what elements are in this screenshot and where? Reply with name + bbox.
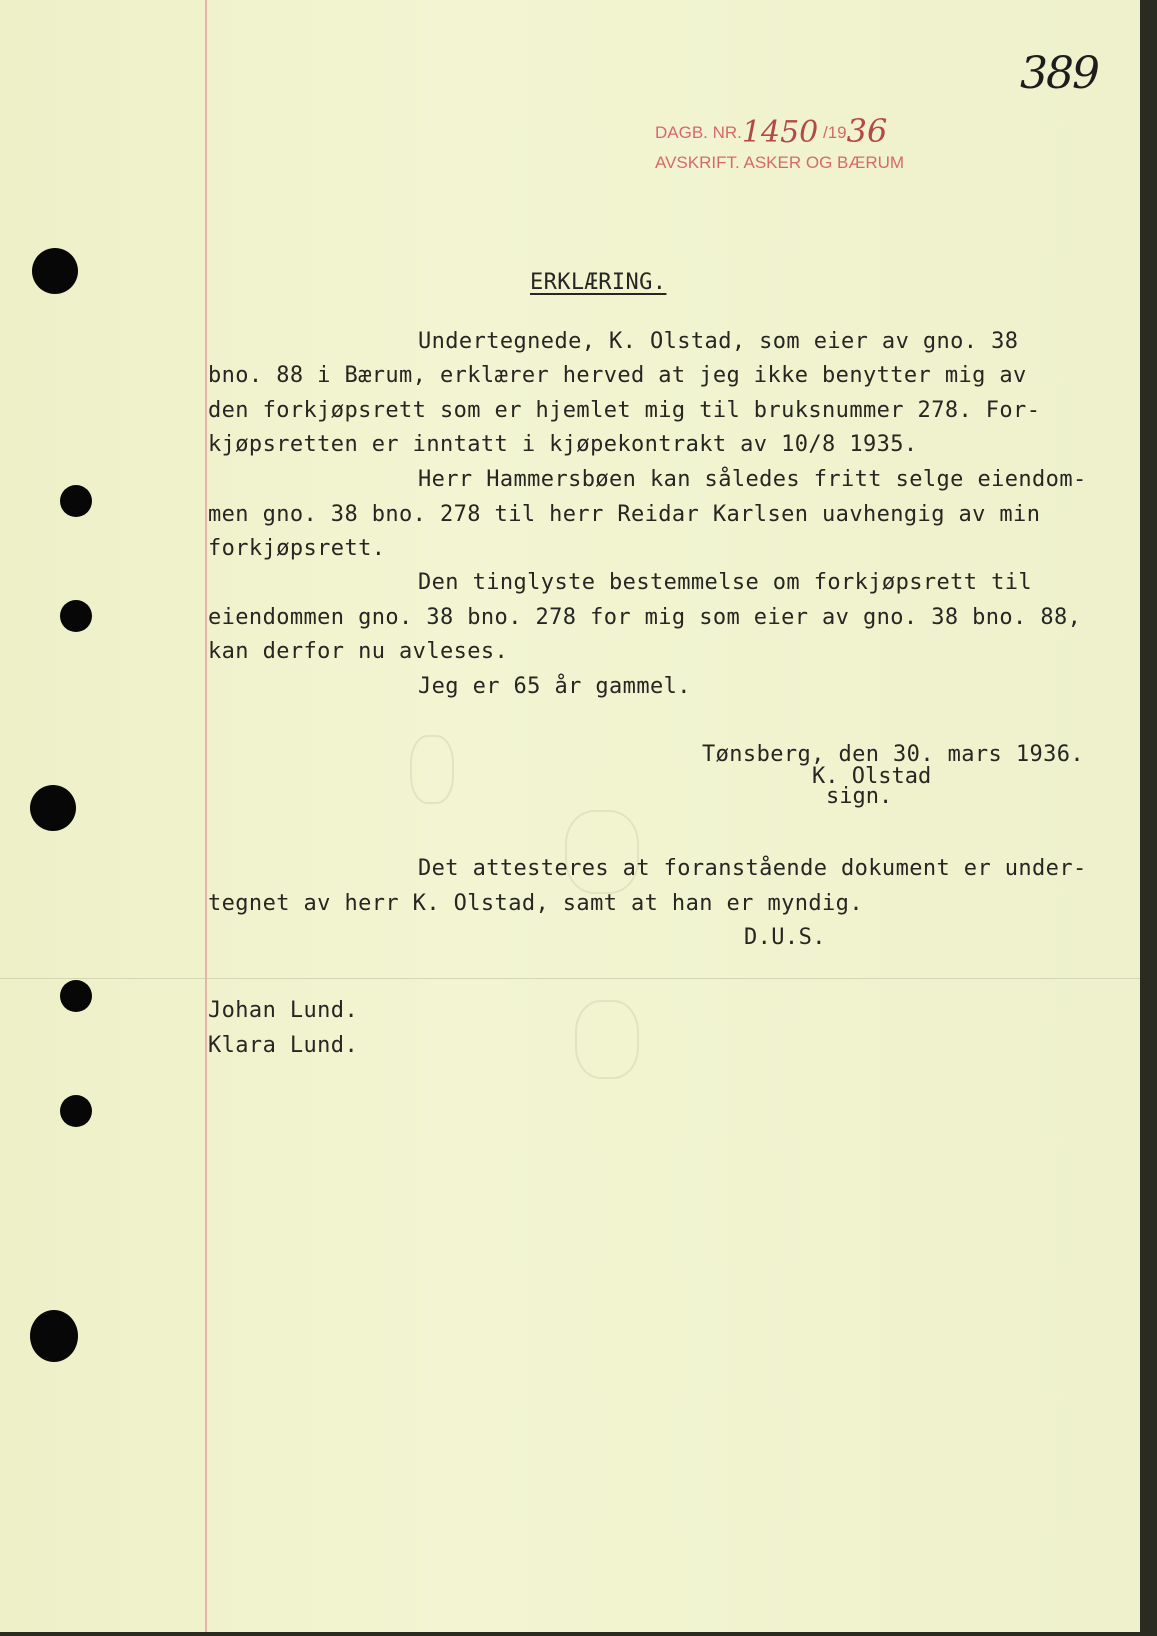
body-line: Den tinglyste bestemmelse om forkjøpsrett til bbox=[418, 570, 1033, 595]
body-line: Herr Hammersbøen kan således fritt selge eiendom- bbox=[418, 467, 1087, 492]
document-title: ERKLÆRING. bbox=[530, 270, 667, 295]
fold-line bbox=[0, 978, 1140, 979]
stamp-year: 36 bbox=[846, 112, 888, 150]
punch-hole bbox=[60, 485, 92, 517]
attestation-line: tegnet av herr K. Olstad, samt at han er myndig. bbox=[208, 891, 863, 916]
stamp-number: 1450 bbox=[741, 115, 819, 150]
body-line: eiendommen gno. 38 bno. 278 for mig som eier av gno. 38 bno. 88, bbox=[208, 605, 1082, 630]
bleed-through-mark bbox=[410, 735, 454, 804]
body-line: bno. 88 i Bærum, erklærer herved at jeg ikke benytter mig av bbox=[208, 363, 1027, 388]
body-line: kjøpsretten er inntatt i kjøpekontrakt av 10/8 1935. bbox=[208, 432, 918, 457]
punch-hole bbox=[60, 980, 92, 1012]
place-date: Tønsberg, den 30. mars 1936. bbox=[702, 742, 1085, 767]
stamp-year-prefix: /19 bbox=[823, 123, 847, 142]
punch-hole bbox=[30, 785, 76, 831]
body-line: den forkjøpsrett som er hjemlet mig til bruksnummer 278. For- bbox=[208, 398, 1041, 423]
bleed-through-mark bbox=[565, 810, 639, 894]
signature-mark: sign. bbox=[826, 784, 893, 809]
witness-name: Johan Lund. bbox=[208, 998, 359, 1023]
margin-rule bbox=[205, 0, 207, 1632]
signature-name: K. Olstad bbox=[812, 764, 932, 789]
body-line: Undertegnede, K. Olstad, som eier av gno. 38 bbox=[418, 329, 1019, 354]
stamp-office: AVSKRIFT. ASKER OG BÆRUM bbox=[655, 153, 905, 172]
punch-hole bbox=[32, 248, 78, 294]
body-line: Jeg er 65 år gammel. bbox=[418, 674, 691, 699]
body-line: forkjøpsrett. bbox=[208, 536, 386, 561]
stamp-prefix: DAGB. NR. bbox=[655, 123, 742, 142]
body-line: men gno. 38 bno. 278 til herr Reidar Karlsen uavhengig av min bbox=[208, 502, 1041, 527]
punch-hole bbox=[30, 1310, 78, 1362]
punch-hole bbox=[60, 1095, 92, 1127]
folio-number: 389 bbox=[1020, 48, 1098, 99]
bleed-through-mark bbox=[575, 1000, 639, 1079]
witness-name: Klara Lund. bbox=[208, 1033, 359, 1058]
punch-hole bbox=[60, 600, 92, 632]
attestation-initials: D.U.S. bbox=[744, 925, 826, 950]
body-line: kan derfor nu avleses. bbox=[208, 639, 509, 664]
registry-stamp bbox=[655, 112, 905, 178]
attestation-line: Det attesteres at foranstående dokument er under- bbox=[418, 856, 1087, 881]
